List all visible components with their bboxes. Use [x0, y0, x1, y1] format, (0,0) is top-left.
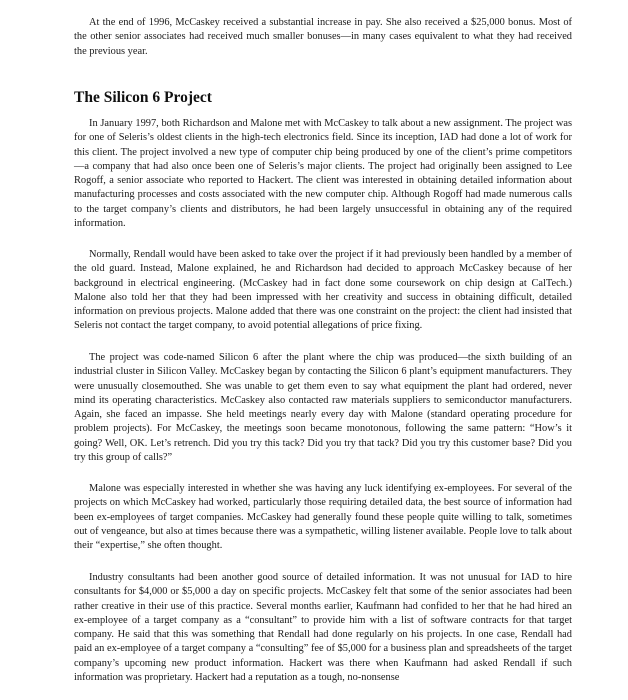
paragraph-code-named: The project was code-named Silicon 6 after the plant where the chip was produced—the sixth building of an industrial cluster in Silicon Valley. McCaskey began by contacting the Silicon 6 plant’s equipment manufacturers. They were unusually closemouthed. She was unable to get them even to say what equipment the plant had ordered, never mind its operating characteristics. McCaskey also contacted raw materials suppliers to semiconductor manufacturers. Again, she faced an impasse. She held meetings nearly every day with Malone (standard operating procedure for problem projects). For McCaskey, the meetings soon became monotonous, following the same pattern: “How’s it going? Well, OK. Let’s retrench. Did you try this tack? Did you try that tack? Did you try this customer base? Did you try this group of calls?” — [74, 352, 572, 464]
section-heading: The Silicon 6 Project — [74, 89, 212, 106]
paragraph-assignment: In January 1997, both Richardson and Malone met with McCaskey to talk about a new assignment. The project was for one of Seleris’s oldest clients in the high-tech electronics field. Since its inception, IAD had done a lot of work for this client. The project involved a new type of computer chip being produced by one of the client’s prime competitors—a company that had also once been one of Seleris’s major clients. The project had originally been assigned to Lee Rogoff, a senior associate who reported to Hackert. The client was interested in obtaining detailed information about manufacturing processes and costs associated with the new computer chip. Although Rogoff had made numerous calls to the target company’s clients and distributors, he had been largely unsuccessful in obtaining any of the required information. — [74, 118, 572, 230]
paragraph-ex-employees: Malone was especially interested in whether she was having any luck identifying ex-employees. For several of the projects on which McCaskey had worked, particularly those requiring detailed data, the best source of information had been ex-employees of target companies. McCaskey had generally found these people quite willing to talk, sometimes out of vengeance, but also at times because there was a sympathetic, willing listener available. People love to talk about their “expertise,” she often thought. — [74, 483, 573, 552]
paragraph-rendall-malone: Normally, Rendall would have been asked to take over the project if it had previously been handled by a member of the old guard. Instead, Malone explained, he and Richardson had decided to approach McCaskey because of her background in electrical engineering. (McCaskey had in fact done some coursework on chip design at CalTech.) Malone also told her that they had been impressed with her creativity and success in obtaining difficult, detailed information on previous projects. Malone added that there was one constraint on the project: the client had insisted that Seleris not contact the target company, to avoid potential allegations of price fixing. — [74, 249, 572, 332]
paragraph-consultants: Industry consultants had been another good source of detailed information. It was not unusual for IAD to hire consultants for $4,000 or $5,000 a day on specific projects. McCaskey felt that some of the senior associates had been rather creative in their use of this practice. Several months earlier, Kaufmann had confided to her that he had hired an ex-employee of a target company as a “consultant” to provide him with a list of software contracts for that target company. He said that this was something that Rendall had done regularly on his projects. In one case, Rendall had paid an ex-employee of a target company a “consulting” fee of $5,000 for a business plan and spreadsheets of the target company’s upcoming new product information. Hackert was there when Kaufmann had asked Rendall if such information was proprietary. Hackert had a reputation as a tough, no-nonsense — [74, 572, 572, 684]
paragraph-bonus: At the end of 1996, McCaskey received a substantial increase in pay. She also received a $25,000 bonus. Most of the other senior associates had received much smaller bonuses—in many cases equivalent to what they had received the previous year. — [74, 17, 572, 57]
